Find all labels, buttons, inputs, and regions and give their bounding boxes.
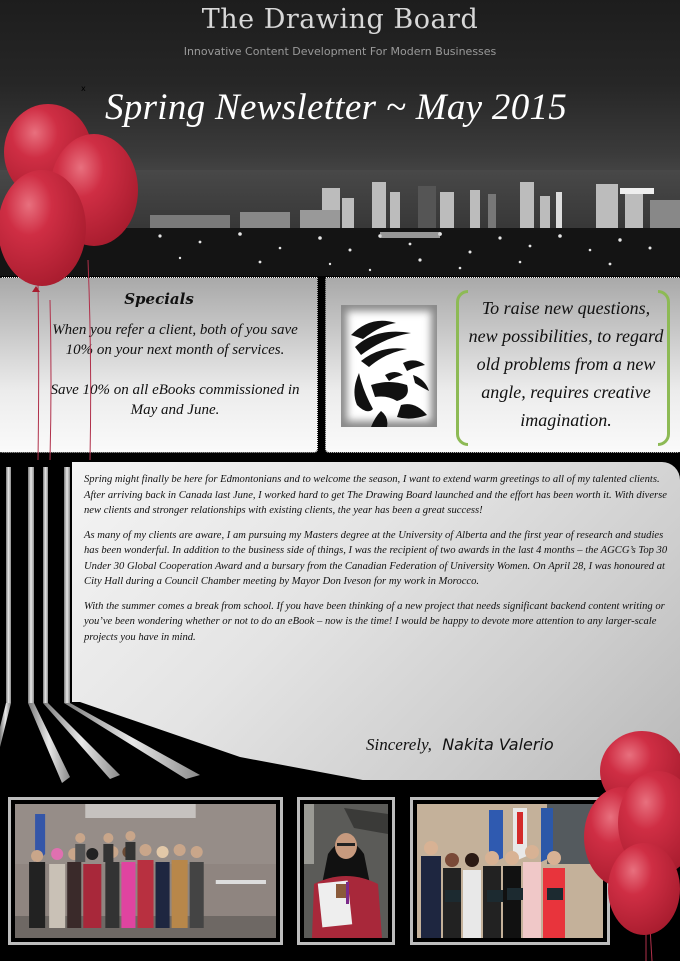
brand-tagline: Innovative Content Development For Modern Businesses (183, 45, 497, 58)
newsletter-title: Spring Newsletter ~ May 2015 (105, 87, 568, 128)
photo-frame-award (297, 797, 395, 945)
quote-text: To raise new questions, new possibilities, to regard old problems from a new angle, requires creative imagination. (468, 298, 664, 430)
brand-title: The Drawing Board (201, 4, 479, 35)
specials-ebook-offer: Save 10% on all eBooks commissioned in May and June. (50, 382, 300, 418)
einstein-portrait-image (341, 305, 437, 427)
city-hall-photo-image (417, 804, 603, 938)
photo-frame-group (8, 797, 283, 945)
letter-paragraph-summer: With the summer comes a break from school. If you have been thinking of a new project that needs significant backend content writing or you’ve been wondering whether or not to do an eBook – now is the time! I would be happy to devote more attention to any larger-scale projects you have in mind. (84, 600, 665, 643)
letter-section (0, 457, 680, 787)
photo-strip (0, 787, 680, 961)
signoff-text: Sincerely, (366, 735, 432, 754)
letter-paragraph-greeting: Spring might finally be here for Edmontonians and to welcome the season, I want to extend warm greetings to all of my talented clients. After arriving back in Canada last June, I worked hard to get The Drawing Board launched and the effort has been worth it. With diverse new clients and stronger relationships with existing clients, the year has been a great success! (84, 474, 667, 516)
stray-mark: x (81, 84, 86, 93)
red-balloons-left-decoration (0, 100, 145, 460)
specials-referral-offer: When you refer a client, both of you save 10% on your next month of services. (52, 322, 298, 358)
red-balloons-right-decoration (580, 727, 680, 961)
group-photo-image (15, 804, 276, 938)
letter-body (84, 472, 678, 645)
letter-signoff (366, 735, 554, 755)
quote-bracket-right (658, 290, 670, 446)
specials-heading: Specials (124, 290, 194, 308)
award-portrait-photo-image (304, 804, 388, 938)
quote-panel (325, 277, 680, 453)
signature-name: Nakita Valerio (442, 735, 554, 754)
letter-paragraph-studies: As many of my clients are aware, I am pursuing my Masters degree at the University of Alberta and the first year of research and studies has been wonderful. In addition to the business side of things, I was the recipient of two awards in the last 4 months – the AGCG’s Top 30 Under 30 Global Cooperation Award and a bursary from the Canadian Federation of University Women. On April 28, I was honoured at City Hall during a Council Chamber meeting by Mayor Don Iveson for my work in Morocco. (84, 529, 668, 587)
